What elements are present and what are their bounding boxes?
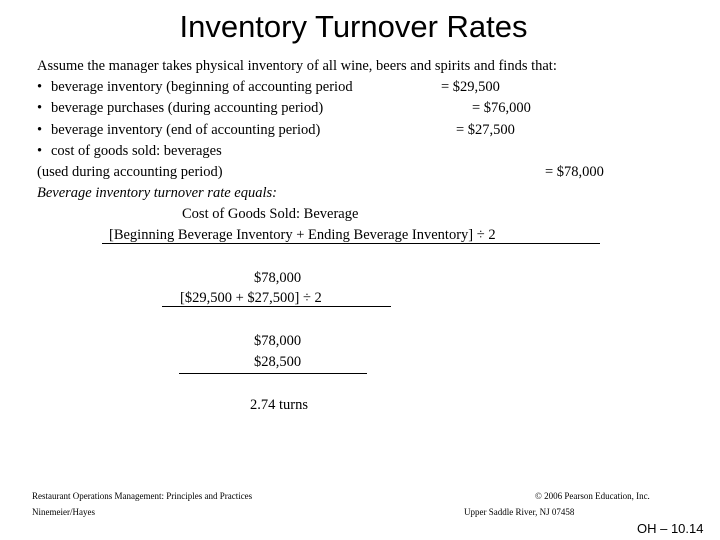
- step2-fraction-bar: [179, 373, 367, 374]
- bullet-label-ending-inventory: beverage inventory (end of accounting period): [51, 122, 321, 138]
- step2-numerator: $78,000: [254, 333, 302, 349]
- step2-denominator: $28,500: [254, 354, 302, 370]
- footer-publisher-address: Upper Saddle River, NJ 07458: [464, 507, 575, 517]
- formula-denominator: [Beginning Beverage Inventory + Ending Beverage Inventory] ÷ 2: [109, 227, 496, 243]
- formula-numerator: Cost of Goods Sold: Beverage: [182, 206, 359, 222]
- result-text: 2.74 turns: [250, 397, 308, 413]
- bullet-icon: •: [37, 100, 43, 116]
- footer-copyright: © 2006 Pearson Education, Inc.: [535, 491, 650, 501]
- step1-denominator: [$29,500 + $27,500] ÷ 2: [180, 290, 322, 306]
- page-title: Inventory Turnover Rates: [179, 9, 528, 44]
- cogs-value: = $78,000: [545, 164, 604, 180]
- bullet-value-ending-inventory: = $27,500: [456, 122, 515, 138]
- bullet-label-beginning-inventory: beverage inventory (beginning of accounting period: [51, 79, 353, 95]
- bullet-icon: •: [37, 79, 43, 95]
- cogs-continuation: (used during accounting period): [37, 164, 223, 180]
- footer-book-title: Restaurant Operations Management: Principles and Practices: [32, 491, 253, 501]
- bullet-icon: •: [37, 122, 43, 138]
- formula-heading: Beverage inventory turnover rate equals:: [37, 185, 277, 201]
- footer-authors: Ninemeier/Hayes: [32, 507, 95, 517]
- bullet-value-beginning-inventory: = $29,500: [441, 79, 500, 95]
- intro-text: Assume the manager takes physical inventory of all wine, beers and spirits and finds that:: [37, 58, 557, 74]
- step1-numerator: $78,000: [254, 270, 302, 286]
- bullet-label-cogs: cost of goods sold: beverages: [51, 143, 222, 159]
- slide-number: OH – 10.14: [637, 521, 704, 536]
- bullet-label-purchases: beverage purchases (during accounting period): [51, 100, 324, 116]
- bullet-value-purchases: = $76,000: [472, 100, 531, 116]
- bullet-icon: •: [37, 143, 43, 159]
